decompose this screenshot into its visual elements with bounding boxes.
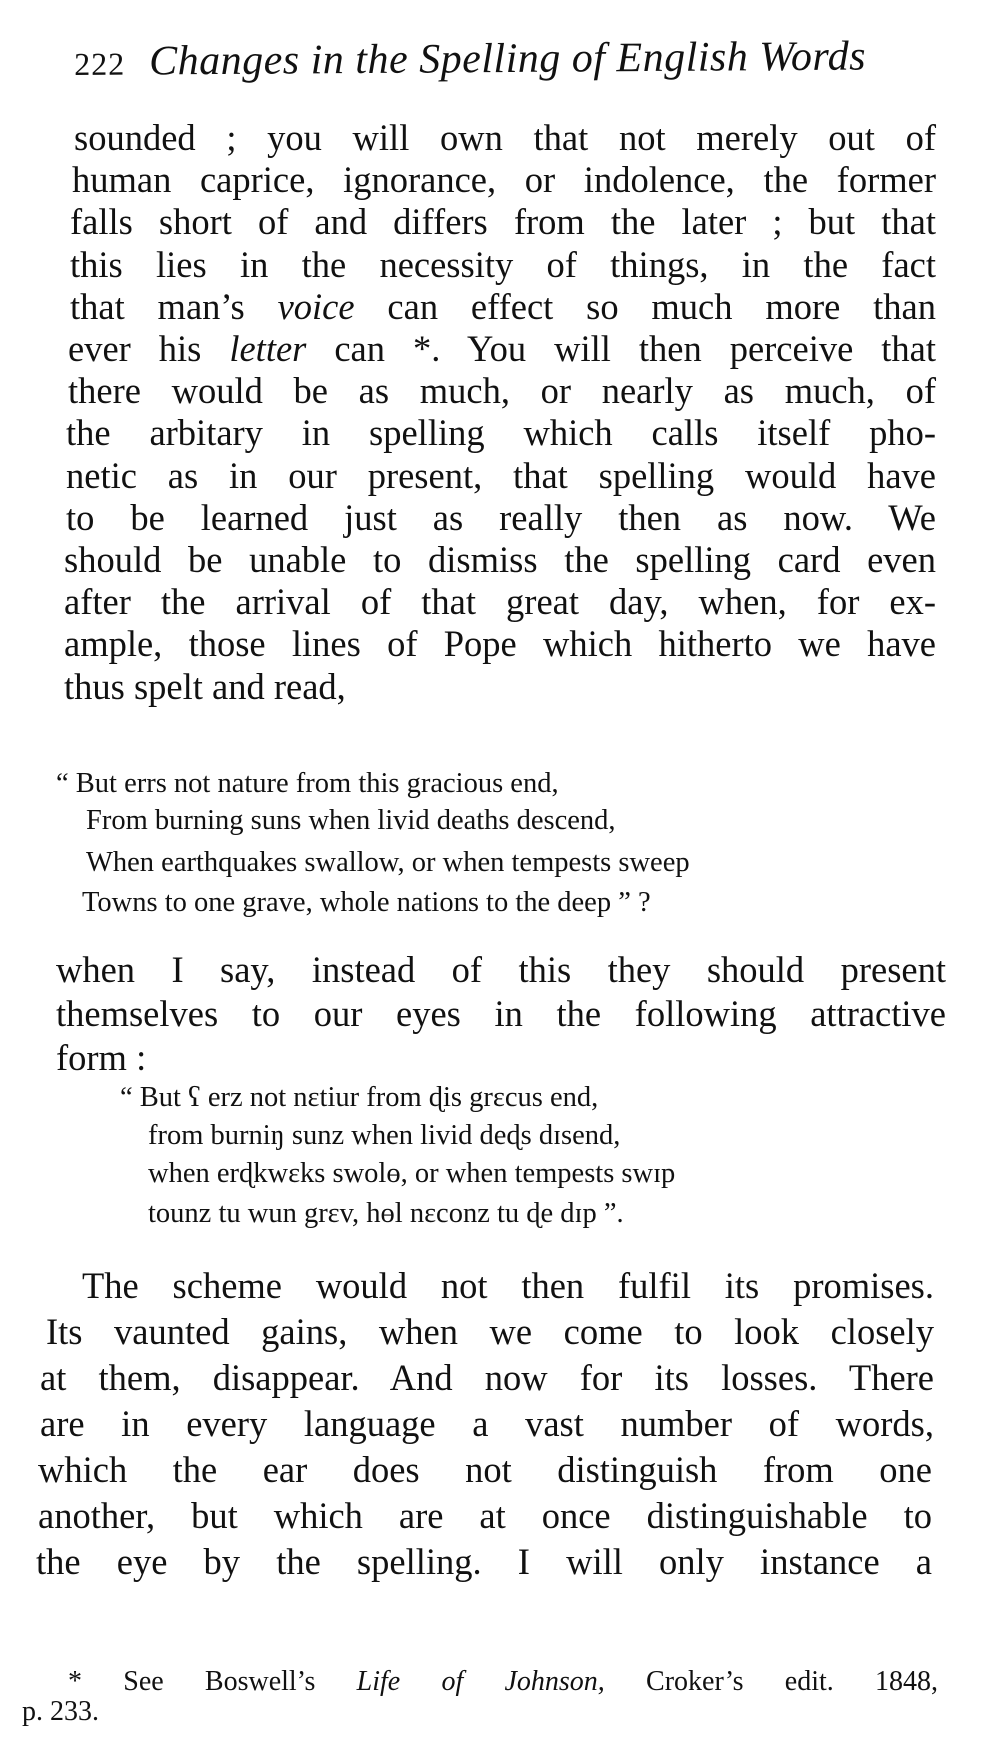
body-line: at them, disappear. And now for its losses. There	[40, 1357, 934, 1398]
verse-line: Towns to one grave, whole nations to the deep ” ?	[82, 887, 651, 918]
body-line: this lies in the necessity of things, in the fact	[70, 243, 936, 285]
body-line: ever his letter can *. You will then perceive that	[68, 328, 936, 369]
body-line: there would be as much, or nearly as much, of	[68, 370, 936, 412]
footnote-line-2: p. 233.	[22, 1696, 99, 1727]
phonetic-verse-line: when erɖkwɛks swolɵ, or when tempests swɪp	[148, 1158, 676, 1189]
running-header	[74, 32, 974, 98]
phonetic-verse-line: “ But ʕ erz not nɛtiur from ɖis grɛcus end,	[120, 1082, 599, 1113]
body-line: which the ear does not distinguish from one	[38, 1449, 932, 1490]
body-line: netic as in our present, that spelling would have	[66, 454, 936, 496]
body-line: the arbitary in spelling which calls itself pho-	[66, 412, 936, 454]
body-line: after the arrival of that great day, when, for ex-	[64, 581, 936, 623]
body-line: the eye by the spelling. I will only instance a	[36, 1541, 932, 1582]
body-line: The scheme would not then fulfil its promises.	[82, 1265, 934, 1306]
body-line: human caprice, ignorance, or indolence, the former	[72, 159, 936, 201]
page-number: 222	[74, 45, 126, 82]
body-line: are in every language a vast number of words,	[40, 1403, 934, 1444]
phonetic-verse-line: tounz tu wun grɛv, hɵl nɛconz tu ɖe dɪp ”.	[148, 1198, 624, 1229]
footnote	[22, 1666, 939, 1728]
verse-line: When earthquakes swallow, or when tempests sweep	[86, 847, 690, 878]
body-line: another, but which are at once distinguishable to	[38, 1495, 932, 1536]
body-line: form :	[56, 1037, 147, 1078]
body-line: themselves to our eyes in the following attractive	[56, 993, 946, 1034]
body-line: to be learned just as really then as now. We	[66, 496, 936, 538]
body-line: when I say, instead of this they should present	[56, 949, 946, 990]
body-line: sounded ; you will own that not merely out of	[74, 117, 936, 158]
running-title: Changes in the Spelling of English Words	[149, 33, 867, 85]
body-line: that man’s voice can effect so much more than	[70, 285, 937, 327]
body-line: thus spelt and read,	[64, 665, 346, 707]
phonetic-verse-line: from burniŋ sunz when livid deɖs dɪsend,	[148, 1120, 621, 1151]
verse-line: From burning suns when livid deaths descend,	[86, 805, 616, 836]
body-line: ample, those lines of Pope which hitherto we have	[64, 623, 936, 665]
footnote-line-1: * See Boswell’s Life of Johnson, Croker’s edit. 1848,	[68, 1666, 939, 1697]
body-line: falls short of and differs from the later ; but that	[70, 201, 936, 243]
verse-line: “ But errs not nature from this gracious end,	[56, 768, 559, 799]
body-line: should be unable to dismiss the spelling card even	[64, 539, 936, 580]
body-line: Its vaunted gains, when we come to look closely	[46, 1311, 934, 1352]
